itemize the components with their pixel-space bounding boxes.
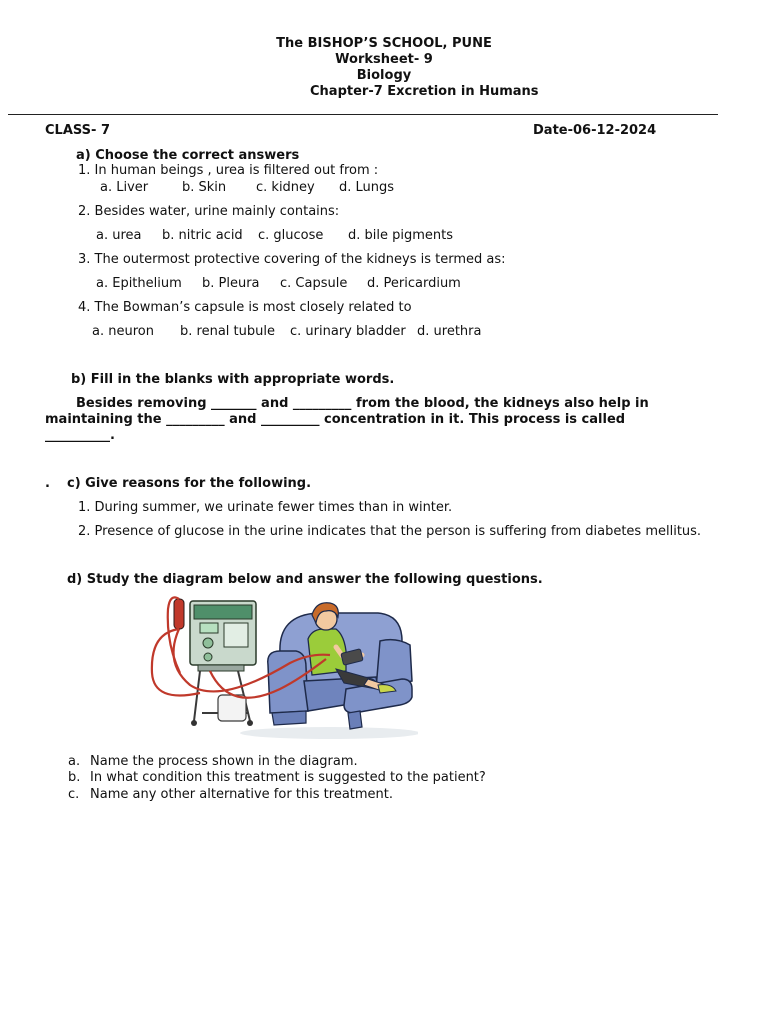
q4-option-d: d. urethra	[417, 324, 482, 339]
q4-option-c: c. urinary bladder	[290, 324, 406, 339]
question-2: 2. Besides water, urine mainly contains:	[78, 204, 340, 219]
chapter-title: Chapter-7 Excretion in Humans	[310, 84, 539, 99]
q3-option-a: a. Epithelium	[96, 276, 182, 291]
question-d-a-marker: a.	[68, 754, 81, 769]
school-name: The BISHOP’S SCHOOL, PUNE	[276, 36, 492, 51]
q3-option-b: b. Pleura	[202, 276, 260, 291]
section-a-title: a) Choose the correct answers	[76, 148, 300, 163]
q3-option-c: c. Capsule	[280, 276, 348, 291]
q1-option-c: c. kidney	[256, 180, 315, 195]
header-divider	[8, 114, 718, 115]
fill-blank-line-1: Besides removing _______ and _________ from the blood, the kidneys also help in	[76, 396, 649, 411]
reason-item-1: 1. During summer, we urinate fewer times than in winter.	[78, 500, 453, 515]
question-3: 3. The outermost protective covering of the kidneys is termed as:	[78, 252, 506, 267]
question-d-c-marker: c.	[68, 787, 80, 802]
q1-option-a: a. Liver	[100, 180, 149, 195]
question-1: 1. In human beings , urea is filtered out from :	[78, 163, 379, 178]
q3-option-d: d. Pericardium	[367, 276, 461, 291]
question-d-b-marker: b.	[68, 770, 81, 785]
q4-option-a: a. neuron	[92, 324, 154, 339]
worksheet-number: Worksheet- 9	[335, 52, 433, 67]
q1-option-d: d. Lungs	[339, 180, 395, 195]
section-b-title: b) Fill in the blanks with appropriate words.	[71, 372, 395, 387]
section-d-title: d) Study the diagram below and answer the following questions.	[67, 572, 543, 587]
q4-option-b: b. renal tubule	[180, 324, 275, 339]
question-4: 4. The Bowman’s capsule is most closely related to	[78, 300, 412, 315]
q1-option-b: b. Skin	[182, 180, 227, 195]
class-label: CLASS- 7	[45, 123, 110, 138]
fill-blank-line-2: maintaining the _________ and _________ concentration in it. This process is called	[45, 412, 626, 427]
reason-item-2: 2. Presence of glucose in the urine indicates that the person is suffering from diabetes mellitus.	[78, 524, 702, 539]
date-label: Date-06-12-2024	[533, 123, 657, 138]
section-c-title: c) Give reasons for the following.	[67, 476, 312, 491]
q2-option-d: d. bile pigments	[348, 228, 454, 243]
section-c-dot: .	[45, 476, 50, 491]
fill-blank-line-3: __________.	[45, 428, 115, 443]
subject-title: Biology	[356, 68, 412, 83]
q2-option-c: c. glucose	[258, 228, 324, 243]
question-d-b: In what condition this treatment is suggested to the patient?	[90, 770, 486, 785]
question-d-c: Name any other alternative for this treatment.	[90, 787, 394, 802]
q2-option-b: b. nitric acid	[162, 228, 243, 243]
question-d-a: Name the process shown in the diagram.	[90, 754, 358, 769]
dialysis-diagram	[140, 593, 418, 743]
q2-option-a: a. urea	[96, 228, 142, 243]
dialysis-machine-icon	[174, 599, 256, 726]
